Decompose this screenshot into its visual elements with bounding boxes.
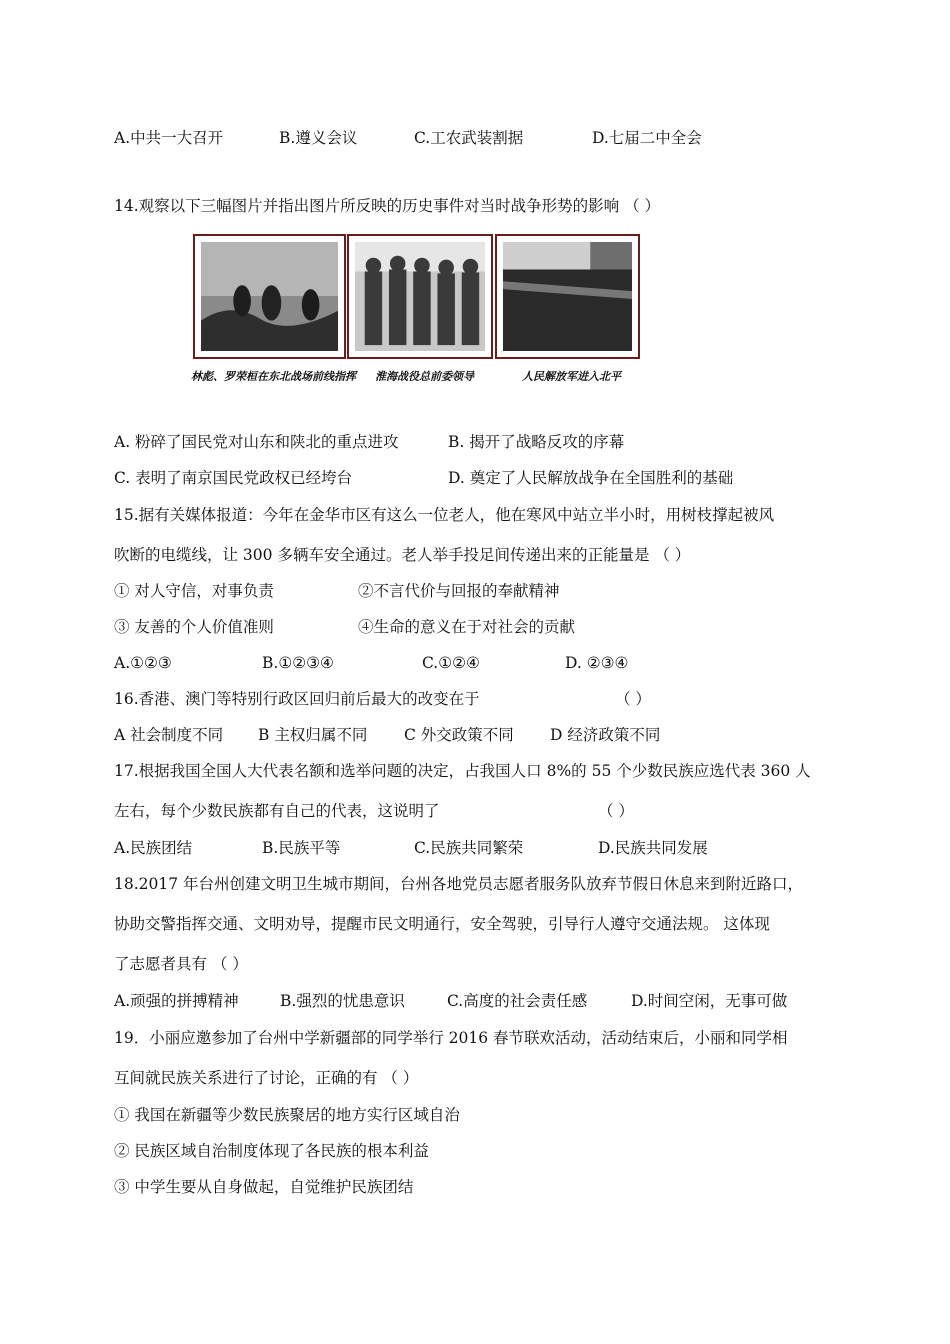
q16-answer-paren: （ ）: [615, 690, 651, 708]
q15-stem-line1: 15.据有关媒体报道：今年在金华市区有这么一位老人，他在寒风中站立半小时，用树枝撑起被风: [114, 506, 775, 524]
q15-option-b: B.①②③④: [262, 654, 334, 672]
q16-option-b: B 主权归属不同: [258, 726, 368, 744]
q19-stem-line2: 互间就民族关系进行了讨论，正确的有 （ ）: [114, 1069, 419, 1087]
q15-item-4: ④生命的意义在于对社会的贡献: [358, 618, 576, 636]
q19-item-1: ① 我国在新疆等少数民族聚居的地方实行区域自治: [114, 1106, 460, 1124]
q17-stem-line2: 左右，每个少数民族都有自己的代表，这说明了: [114, 802, 440, 820]
q16-option-a: A 社会制度不同: [114, 726, 224, 744]
caption-photo-1: 林彪、罗荣桓在东北战场前线指挥: [191, 370, 356, 383]
q18-option-a: A.顽强的拼搏精神: [114, 992, 239, 1010]
q15-item-3: ③ 友善的个人价值准则: [114, 618, 274, 636]
photo-huaihai-committee: [347, 234, 493, 359]
q19-item-3: ③ 中学生要从自身做起，自觉维护民族团结: [114, 1178, 414, 1196]
q13-option-d: D.七届二中全会: [592, 129, 702, 147]
q14-option-d: D. 奠定了人民解放战争在全国胜利的基础: [448, 469, 734, 487]
q15-item-1: ① 对人守信，对事负责: [114, 582, 274, 600]
q13-option-b: B.遵义会议: [279, 129, 358, 147]
q18-option-d: D.时间空闲，无事可做: [631, 992, 788, 1010]
q17-answer-paren: （ ）: [598, 802, 634, 820]
q15-stem-line2: 吹断的电缆线，让 300 多辆车安全通过。老人举手投足间传递出来的正能量是 （ ）: [114, 546, 691, 564]
caption-photo-3: 人民解放军进入北平: [522, 370, 621, 383]
q15-item-2: ②不言代价与回报的奉献精神: [358, 582, 560, 600]
q15-option-d: D. ②③④: [565, 654, 629, 672]
photo-northeast-front: [193, 234, 346, 359]
q17-stem-line1: 17.根据我国全国人大代表名额和选举问题的决定，占我国人口 8%的 55 个少数民族应选代表 360 人: [114, 762, 811, 780]
q17-option-d: D.民族共同发展: [598, 839, 708, 857]
q14-stem: 14.观察以下三幅图片并指出图片所反映的历史事件对当时战争形势的影响 （ ）: [114, 197, 661, 215]
q13-option-c: C.工农武装割据: [414, 129, 524, 147]
caption-photo-2: 淮海战役总前委领导: [375, 370, 474, 383]
q13-option-a: A.中共一大召开: [114, 129, 224, 147]
q17-option-c: C.民族共同繁荣: [414, 839, 524, 857]
q15-option-c: C.①②④: [422, 654, 480, 672]
q17-option-a: A.民族团结: [114, 839, 193, 857]
q18-stem-line3: 了志愿者具有 （ ）: [114, 955, 248, 973]
q17-option-b: B.民族平等: [262, 839, 341, 857]
q18-stem-line1: 18.2017 年台州创建文明卫生城市期间，台州各地党员志愿者服务队放弃节假日休息来到附近路口，: [114, 875, 804, 893]
q15-option-a: A.①②③: [114, 654, 172, 672]
q14-photo-strip: [193, 234, 640, 359]
photo-entering-beiping: [495, 234, 640, 359]
q14-option-a: A. 粉碎了国民党对山东和陕北的重点进攻: [114, 433, 399, 451]
q16-option-d: D 经济政策不同: [550, 726, 661, 744]
q16-option-c: C 外交政策不同: [404, 726, 514, 744]
q14-option-c: C. 表明了南京国民党政权已经垮台: [114, 469, 353, 487]
q19-stem-line1: 19．小丽应邀参加了台州中学新疆部的同学举行 2016 春节联欢活动，活动结束后，小丽和同学相: [114, 1029, 788, 1047]
q18-option-c: C.高度的社会责任感: [447, 992, 588, 1010]
q16-stem: 16.香港、澳门等特别行政区回归前后最大的改变在于: [114, 690, 480, 708]
q18-option-b: B.强烈的忧患意识: [280, 992, 405, 1010]
q19-item-2: ② 民族区域自治制度体现了各民族的根本利益: [114, 1142, 429, 1160]
q14-option-b: B. 揭开了战略反攻的序幕: [448, 433, 625, 451]
q18-stem-line2: 协助交警指挥交通、文明劝导，提醒市民文明通行，安全驾驶，引导行人遵守交通法规。 这体现: [114, 915, 770, 933]
